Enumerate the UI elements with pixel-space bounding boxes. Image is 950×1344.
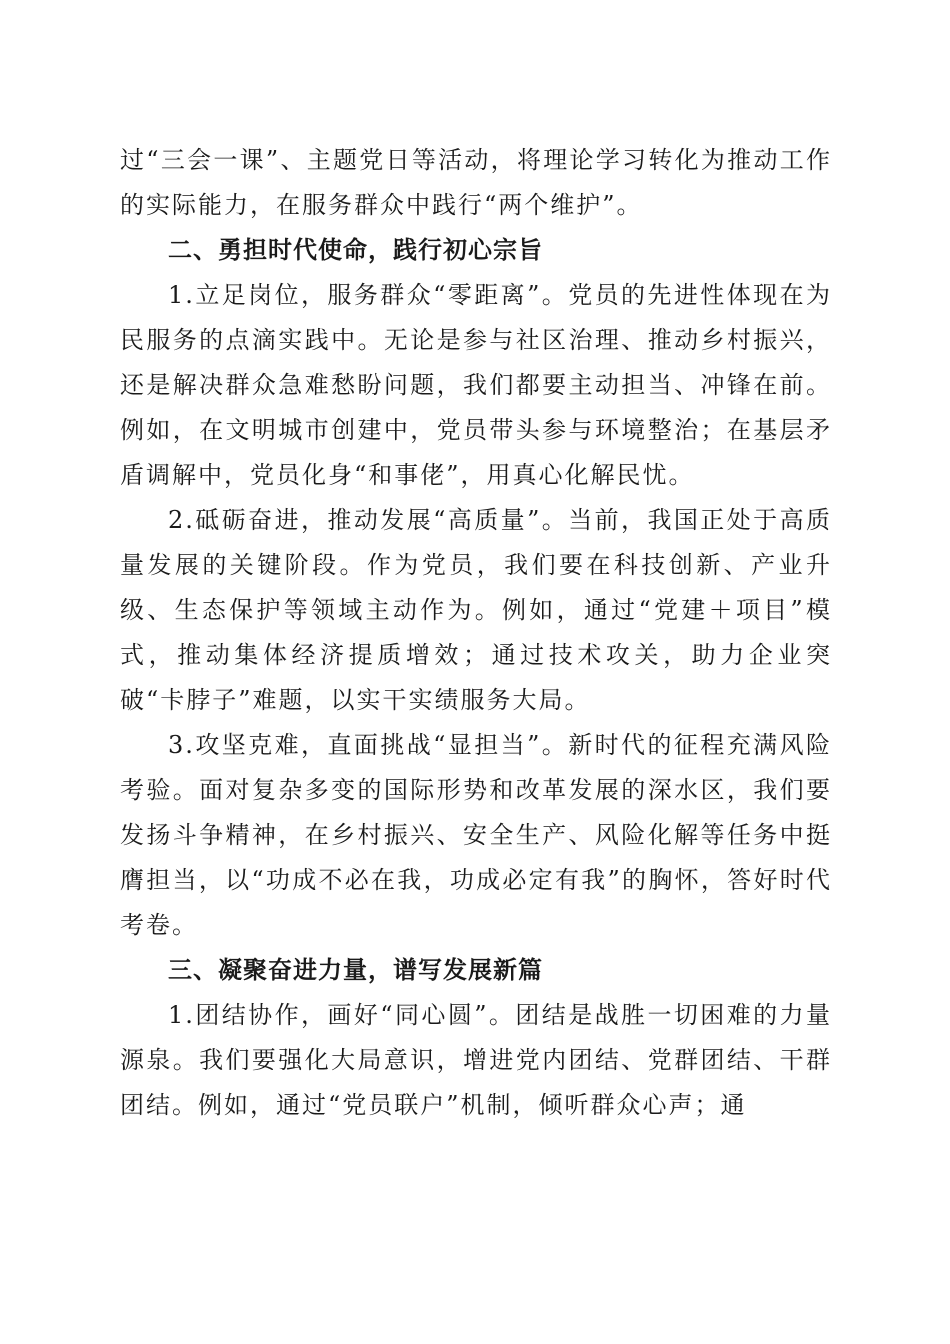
paragraph-3-1: 1.团结协作，画好“同心圆”。团结是战胜一切困难的力量源泉。我们要强化大局意识，增进党内团结、党群团结、干群团结。例如，通过“党员联户”机制，倾听群众心声；通: [120, 1001, 832, 1119]
paragraph-2-2: 2.砥砺奋进，推动发展“高质量”。当前，我国正处于高质量发展的关键阶段。作为党员，我们要在科技创新、产业升级、生态保护等领域主动作为。例如，通过“党建＋项目”模式，推动集体经济提质增效；通过技术攻关，助力企业突破“卡脖子”难题，以实干实绩服务大局。: [120, 506, 832, 714]
paragraph-continuation: 过“三会一课”、主题党日等活动，将理论学习转化为推动工作的实际能力，在服务群众中践行“两个维护”。: [120, 146, 832, 219]
paragraph-2-3: 3.攻坚克难，直面挑战“显担当”。新时代的征程充满风险考验。面对复杂多变的国际形势和改革发展的深水区，我们要发扬斗争精神，在乡村振兴、安全生产、风险化解等任务中挺膺担当，以“功成不必在我，功成必定有我”的胸怀，答好时代考卷。: [120, 731, 832, 939]
section-heading-2: 二、勇担时代使命，践行初心宗旨: [168, 236, 543, 264]
document-body: [120, 138, 832, 1128]
section-heading-3: 三、凝聚奋进力量，谱写发展新篇: [168, 956, 543, 984]
paragraph-2-1: 1.立足岗位，服务群众“零距离”。党员的先进性体现在为民服务的点滴实践中。无论是参与社区治理、推动乡村振兴，还是解决群众急难愁盼问题，我们都要主动担当、冲锋在前。例如，在文明城市创建中，党员带头参与环境整治；在基层矛盾调解中，党员化身“和事佬”，用真心化解民忧。: [120, 281, 832, 489]
